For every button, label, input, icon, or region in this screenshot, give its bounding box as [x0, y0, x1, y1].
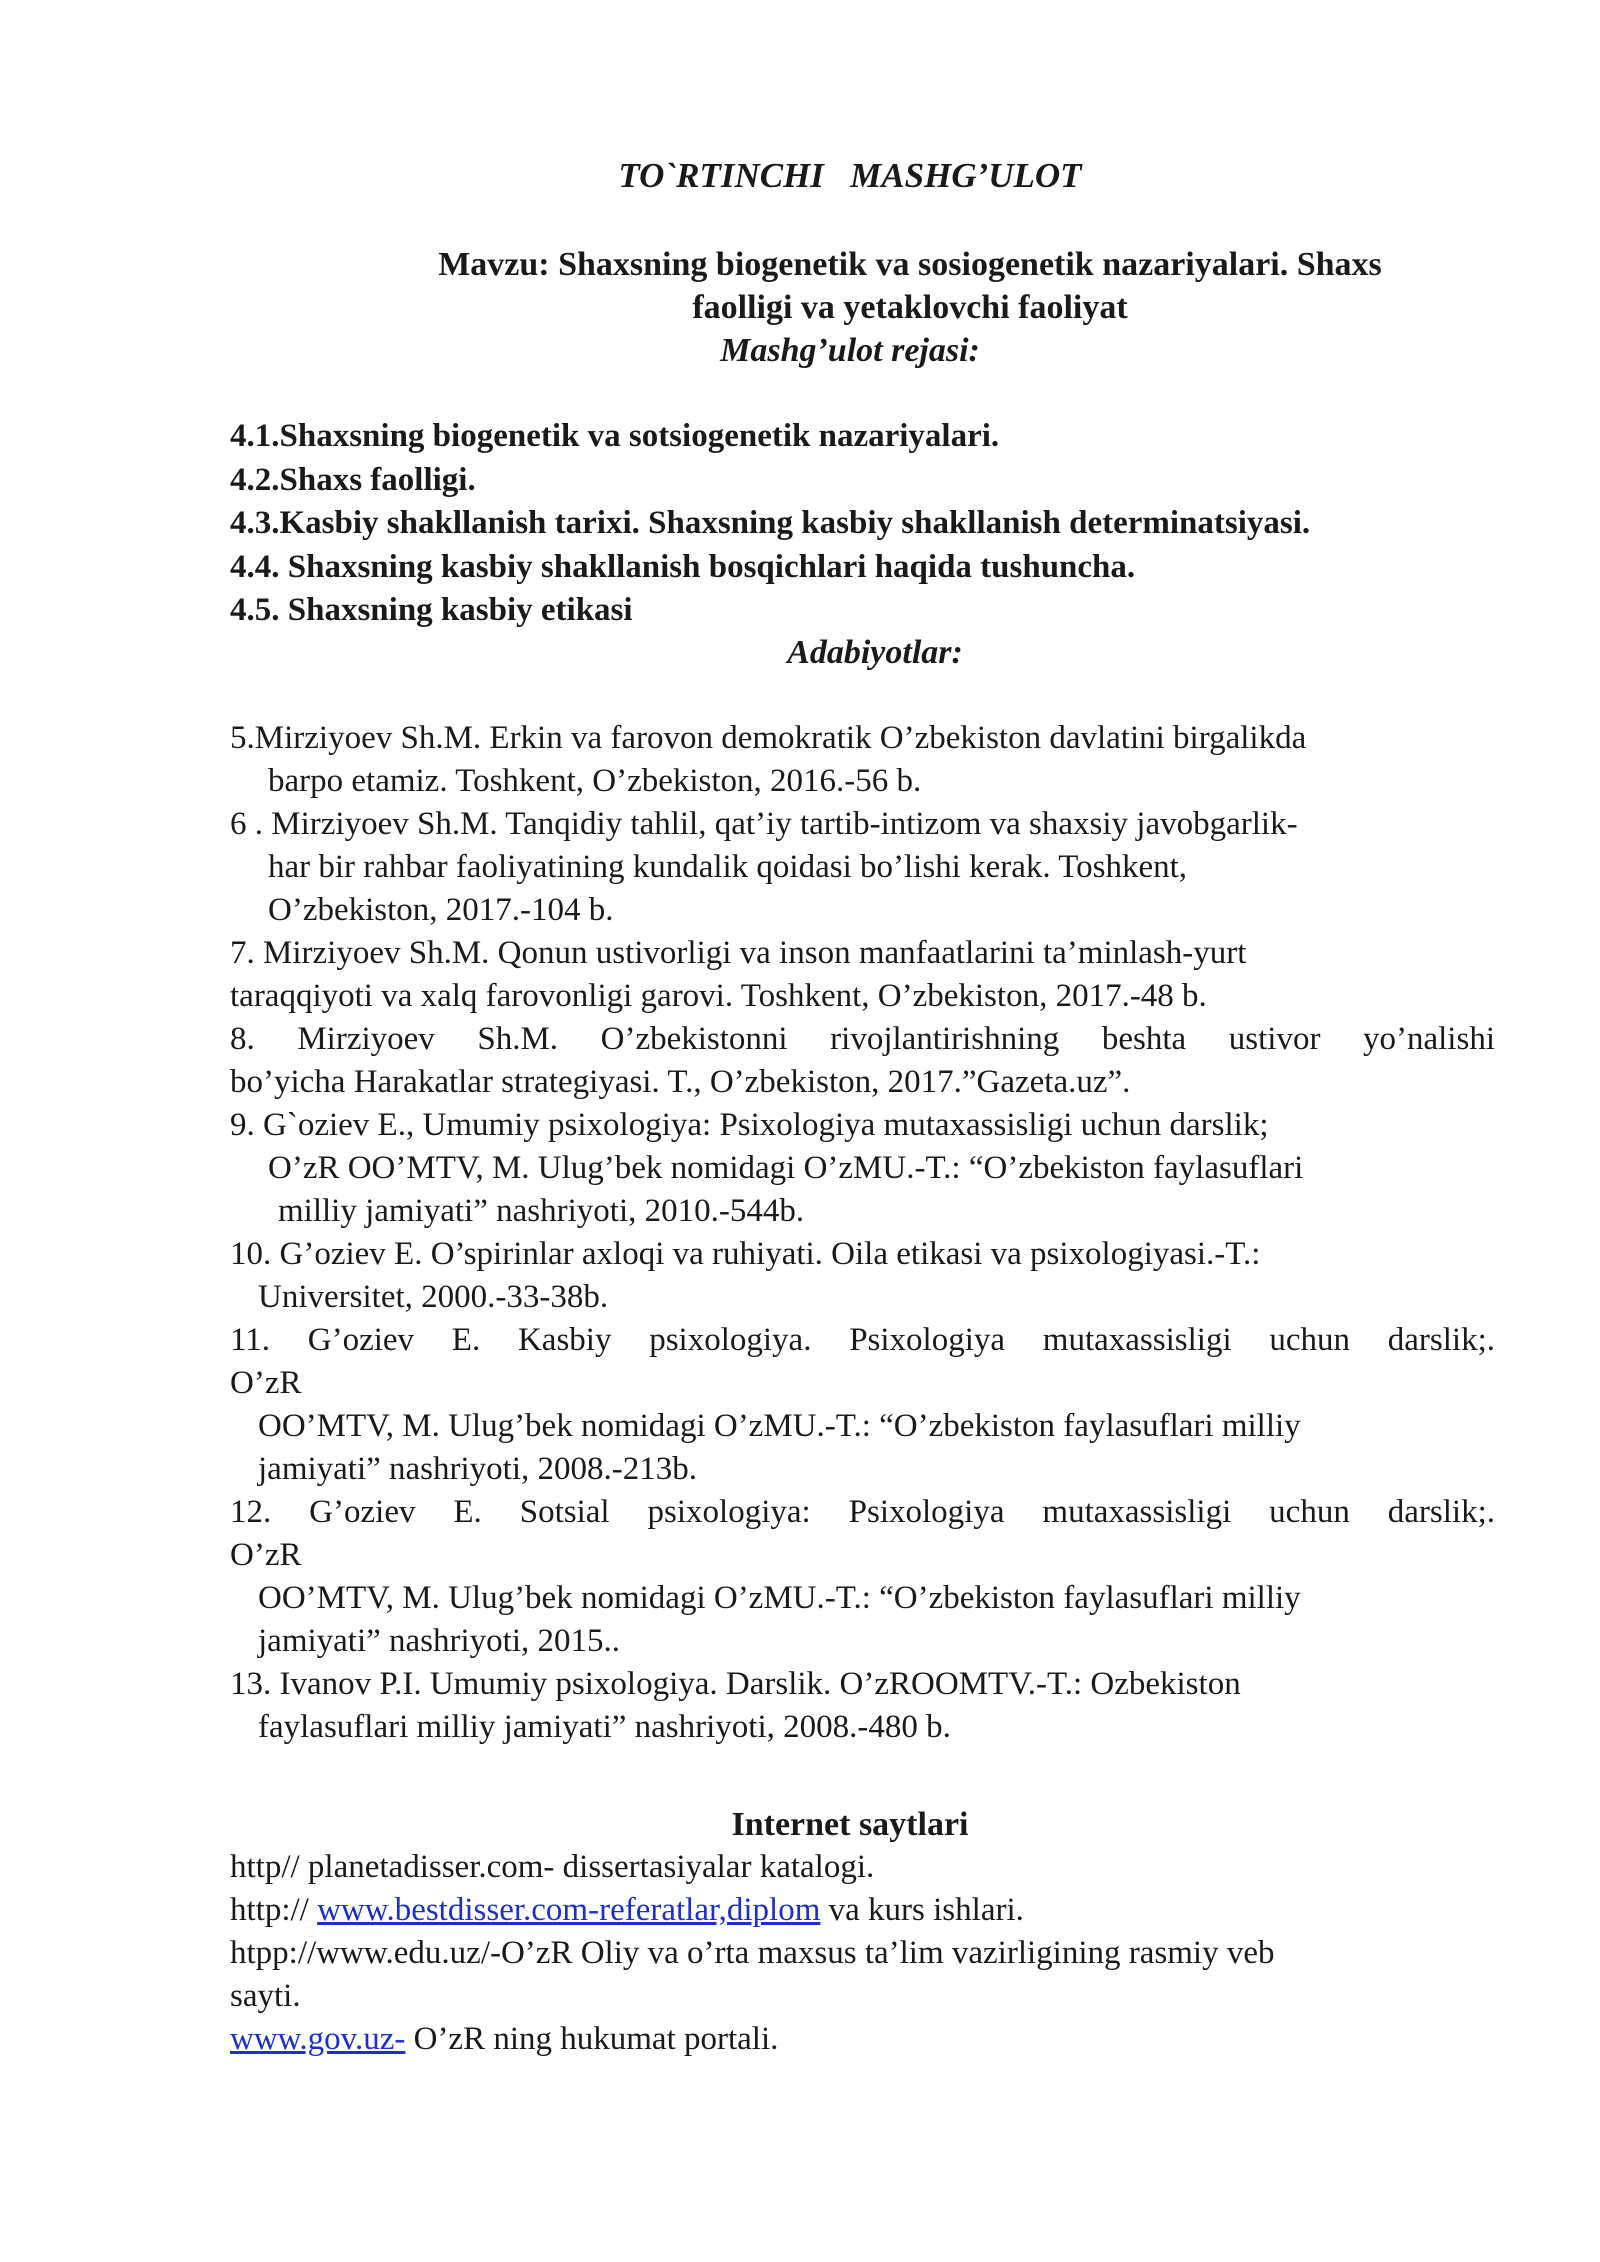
reference-line: 6 . Mirziyoev Sh.M. Tanqidiy tahlil, qat’iy tartib-intizom va shaxsiy javobgarlik- — [230, 806, 1298, 842]
reference-line: barpo etamiz. Toshkent, O’zbekiston, 2016.-56 b. — [268, 763, 922, 799]
reference-line: O’zR — [230, 1365, 302, 1401]
reference-line: 12. G’oziev E. Sotsial psixologiya: Psixologiya mutaxassisligi uchun darslik;. — [230, 1494, 1495, 1530]
internet-item: htpp://www.edu.uz/-O’zR Oliy va o’rta maxsus ta’lim vazirligining rasmiy veb — [230, 1935, 1275, 1971]
reference-line: 13. Ivanov P.I. Umumiy psixologiya. Darslik. O’zROOMTV.-T.: Ozbekiston — [230, 1666, 1241, 1702]
reference-line: 5.Mirziyoev Sh.M. Erkin va farovon demokratik O’zbekiston davlatini birgalikda — [230, 720, 1307, 756]
internet-suffix: va kurs ishlari. — [820, 1892, 1024, 1928]
reference-line: OO’MTV, M. Ulug’bek nomidagi O’zMU.-T.: “O’zbekiston faylasuflari milliy — [258, 1580, 1301, 1616]
reference-line: O’zbekiston, 2017.-104 b. — [268, 892, 614, 928]
reference-line: taraqqiyoti va xalq farovonligi garovi. Toshkent, O’zbekiston, 2017.-48 b. — [230, 978, 1207, 1014]
topic-line: faolligi va yetaklovchi faoliyat — [692, 289, 1128, 326]
reference-item — [230, 1491, 1495, 1663]
plan-item: 4.2.Shaxs faolligi. — [230, 461, 476, 498]
internet-item — [230, 2018, 1495, 2061]
internet-heading: Internet saytlari — [731, 1806, 969, 1843]
internet-item: http// planetadisser.com- dissertasiyalar katalogi. — [230, 1849, 875, 1885]
reference-line: jamiyati” nashriyoti, 2015.. — [258, 1623, 621, 1659]
reference-item — [230, 932, 1495, 1018]
plan-item: 4.4. Shaxsning kasbiy shakllanish bosqichlari haqida tushuncha. — [230, 548, 1136, 585]
reference-item — [230, 1319, 1495, 1491]
reference-line: 10. G’oziev E. O’spirinlar axloqi va ruhiyati. Oila etikasi va psixologiyasi.-T.: — [230, 1236, 1261, 1272]
reference-item — [230, 1018, 1495, 1104]
reference-item — [230, 717, 1495, 803]
internet-list — [230, 1846, 1495, 2061]
reference-item — [230, 1663, 1495, 1749]
plan-item: 4.3.Kasbiy shakllanish tarixi. Shaxsning kasbiy shakllanish determinatsiyasi. — [230, 505, 1311, 541]
gov-uz-link[interactable]: www.gov.uz- — [230, 2021, 406, 2057]
reference-line: jamiyati” nashriyoti, 2008.-213b. — [258, 1451, 698, 1487]
reference-line: 8. Mirziyoev Sh.M. O’zbekistonni rivojlantirishning beshta ustivor yo’nalishi — [230, 1021, 1495, 1057]
reference-line: Universitet, 2000.-33-38b. — [258, 1279, 609, 1315]
topic-line: Mavzu: Shaxsning biogenetik va sosiogenetik nazariyalari. Shaxs — [438, 246, 1382, 283]
literature-heading: Adabiyotlar: — [787, 634, 963, 671]
plan-item: 4.1.Shaxsning biogenetik va sotsiogenetik nazariyalari. — [230, 418, 1000, 454]
reference-line: 7. Mirziyoev Sh.M. Qonun ustivorligi va inson manfaatlarini ta’minlash-yurt — [230, 935, 1247, 971]
reference-line: faylasuflari milliy jamiyati” nashriyoti, 2008.-480 b. — [258, 1709, 951, 1745]
internet-prefix: http:// — [230, 1892, 318, 1928]
reference-item — [230, 803, 1495, 932]
bestdisser-link[interactable]: www.bestdisser.com-referatlar,diplom — [317, 1892, 821, 1928]
reference-list — [230, 717, 1495, 1749]
internet-item — [230, 1889, 1495, 1932]
reference-line: bo’yicha Harakatlar strategiyasi. T., O’zbekiston, 2017.”Gazeta.uz”. — [230, 1064, 1131, 1100]
plan-heading: Mashg’ulot rejasi: — [720, 332, 980, 369]
reference-item — [230, 1233, 1495, 1319]
topic-heading — [340, 243, 1480, 329]
reference-line: O’zR — [230, 1537, 302, 1573]
internet-suffix: O’zR ning hukumat portali. — [405, 2021, 779, 2057]
plan-item: 4.5. Shaxsning kasbiy etikasi — [230, 592, 633, 628]
internet-item: sayti. — [230, 1978, 301, 2014]
reference-line: 9. G`oziev E., Umumiy psixologiya: Psixologiya mutaxassisligi uchun darslik; — [230, 1107, 1269, 1143]
reference-line: O’zR OO’MTV, M. Ulug’bek nomidagi O’zMU.-T.: “O’zbekiston faylasuflari — [268, 1150, 1304, 1186]
reference-item — [230, 1104, 1495, 1233]
reference-line: har bir rahbar faoliyatining kundalik qoidasi bo’lishi kerak. Toshkent, — [268, 849, 1188, 885]
page-title: TO`RTINCHI MASHG’ULOT — [618, 156, 1082, 195]
reference-line: milliy jamiyati” nashriyoti, 2010.-544b. — [278, 1193, 805, 1229]
plan-list — [230, 415, 1530, 633]
reference-line: 11. G’oziev E. Kasbiy psixologiya. Psixologiya mutaxassisligi uchun darslik;. — [230, 1322, 1495, 1358]
reference-line: OO’MTV, M. Ulug’bek nomidagi O’zMU.-T.: “O’zbekiston faylasuflari milliy — [258, 1408, 1301, 1444]
